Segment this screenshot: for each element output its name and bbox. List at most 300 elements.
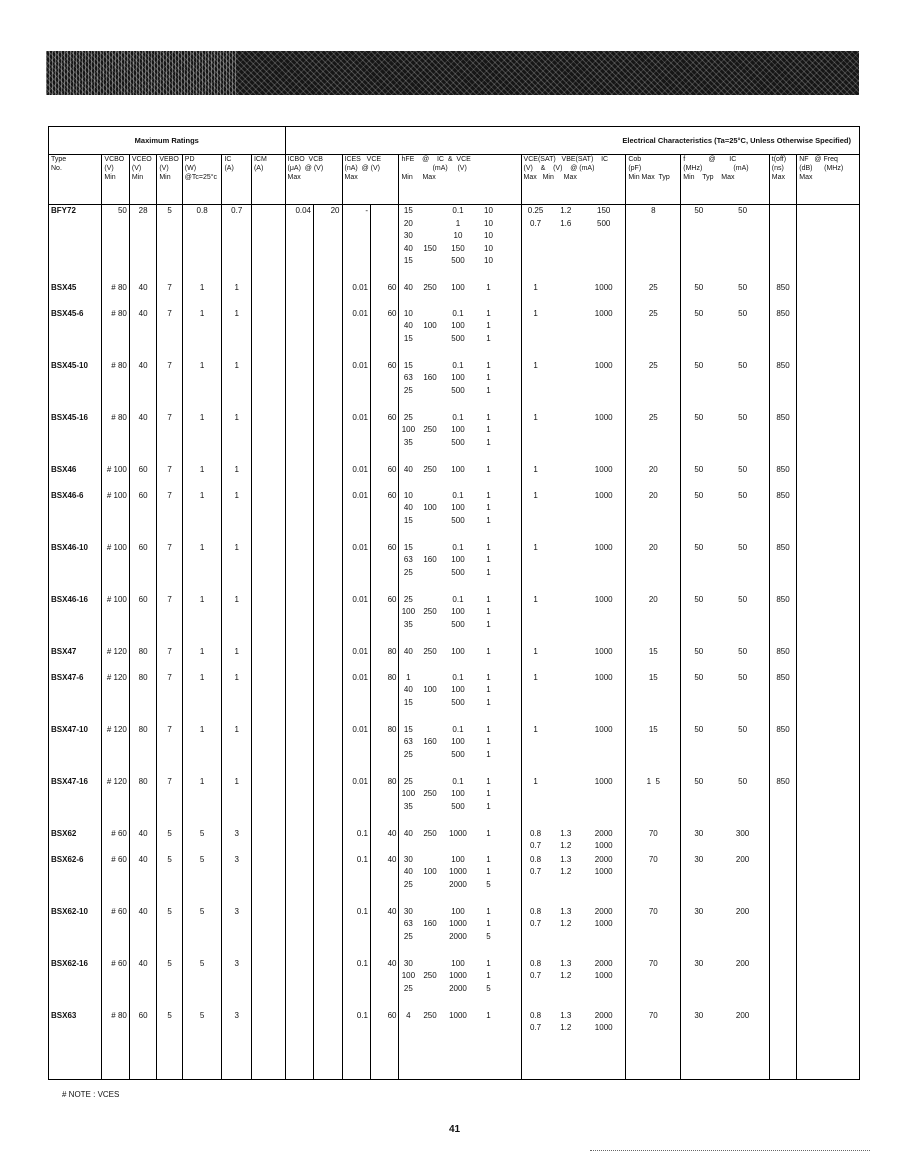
table-row — [49, 724, 859, 776]
cell-ices: 0.01 — [342, 672, 370, 724]
cell-cob: 25 — [626, 360, 681, 412]
cell-ic: 1 — [222, 672, 252, 724]
cell-toff: 850 — [769, 594, 796, 646]
cell-cob: 15 — [626, 646, 681, 672]
cell-hfe-min: 30 40 25 — [399, 854, 417, 906]
cell-hfe-max: 250 — [423, 282, 437, 292]
cell-vce: 60 — [370, 1010, 398, 1046]
cell-ft-ic: 50 — [738, 646, 748, 656]
cell-vcbo: # 80 — [102, 282, 129, 308]
cell-cob: 20 — [626, 594, 681, 646]
cell-ft-min: 50 — [681, 412, 717, 464]
cell-icbo — [285, 282, 313, 308]
cell-vce: 40 — [370, 828, 398, 854]
cell-ic: 1 — [222, 308, 252, 360]
cell-ft-min: 50 — [681, 282, 717, 308]
cell-ft-ic: 50 — [738, 360, 748, 370]
cell-vceo: 80 — [129, 672, 156, 724]
cell-hfe-min: 40 — [399, 282, 417, 308]
cell-vebo: 5 — [157, 906, 182, 958]
cell-vsat: 1 — [521, 672, 549, 724]
cell-toff: 850 — [769, 542, 796, 594]
cell-toff: 850 — [769, 282, 796, 308]
cell-vcb — [314, 542, 342, 594]
cell-hfe-vce: 10 10 10 10 10 — [484, 206, 493, 266]
filler-row — [49, 1046, 859, 1080]
page-number: 41 — [449, 1124, 461, 1135]
cell-type: BSX46 — [51, 464, 77, 474]
cell-ic: 3 — [222, 906, 252, 958]
cell-vsat: 0.8 0.7 — [521, 1010, 549, 1046]
cell-icbo — [285, 360, 313, 412]
cell-vsat: 1 — [521, 308, 549, 360]
cell-vbe: 1.2 1.6 — [560, 206, 572, 228]
cell-hfe-max: 160 — [423, 919, 437, 929]
cell-empty — [251, 958, 285, 1010]
cell-hfe-vce: 1 1 5 — [486, 958, 491, 993]
cell-vsat: 1 — [521, 542, 549, 594]
cell-vceo: 40 — [129, 360, 156, 412]
cell-ic: 1 — [222, 646, 252, 672]
cell-hfe-max: 250 — [423, 464, 437, 474]
cell-empty — [504, 360, 521, 412]
cell-icbo — [285, 672, 313, 724]
cell-hfe-vce: 1 1 1 — [486, 412, 491, 447]
cell-pd: 5 — [182, 854, 222, 906]
cell-empty — [504, 646, 521, 672]
cell-sat-ic: 1000 — [594, 542, 613, 552]
cell-ft-ic: 50 — [738, 308, 748, 318]
cell-hfe-ic: 0.1 100 500 — [451, 490, 465, 525]
cell-cob: 70 — [626, 906, 681, 958]
cell-vce: 60 — [370, 282, 398, 308]
cell-empty — [504, 776, 521, 828]
cell-vceo: 40 — [129, 958, 156, 1010]
cell-vce: 80 — [370, 776, 398, 828]
cell-sat-ic: 2000 1000 — [594, 906, 613, 929]
cell-empty — [251, 854, 285, 906]
cell-empty — [251, 646, 285, 672]
cell-ices: 0.1 — [342, 1010, 370, 1046]
cell-type: BSX62-10 — [51, 906, 88, 916]
cell-ices: 0.01 — [342, 308, 370, 360]
cell-vcb — [314, 906, 342, 958]
cell-nf — [797, 828, 859, 854]
cell-ic: 1 — [222, 360, 252, 412]
cell-empty — [504, 594, 521, 646]
col-icbo: ICBO VCB (μA) @ (V) Max — [285, 155, 342, 205]
cell-sat-ic: 1000 — [594, 724, 613, 734]
cell-hfe-ic: 0.1 1 10 150 500 — [451, 206, 465, 266]
cell-hfe-ic: 0.1 100 500 — [451, 776, 465, 811]
table-row — [49, 282, 859, 308]
cell-ices: 0.01 — [342, 360, 370, 412]
cell-hfe-min: 40 — [399, 646, 417, 672]
cell-vcbo: # 120 — [102, 672, 129, 724]
cell-vcbo: # 100 — [102, 464, 129, 490]
cell-vebo: 7 — [157, 282, 182, 308]
cell-ft-ic: 50 — [738, 206, 748, 215]
cell-type: BSX62-6 — [51, 854, 84, 864]
cell-nf — [797, 282, 859, 308]
cell-type: BSX63 — [51, 1010, 77, 1020]
cell-pd: 1 — [182, 360, 222, 412]
cell-empty — [504, 282, 521, 308]
cell-hfe-max: 160 — [423, 555, 437, 565]
cell-empty — [251, 490, 285, 542]
cell-vce: 60 — [370, 542, 398, 594]
cell-vebo: 7 — [157, 672, 182, 724]
cell-ic: 3 — [222, 828, 252, 854]
cell-ft-ic: 50 — [738, 464, 748, 474]
cell-vbe — [550, 542, 583, 594]
cell-vebo: 5 — [157, 828, 182, 854]
cell-vce: 60 — [370, 360, 398, 412]
cell-vsat: 0.8 0.7 — [521, 828, 549, 854]
cell-vceo: 40 — [129, 412, 156, 464]
cell-type: BSX45-10 — [51, 360, 88, 370]
cell-type: BSX46-16 — [51, 594, 88, 604]
cell-vce: 80 — [370, 646, 398, 672]
cell-vebo: 7 — [157, 542, 182, 594]
cell-vcbo: # 100 — [102, 542, 129, 594]
cell-vce: 60 — [370, 464, 398, 490]
cell-empty — [504, 724, 521, 776]
cell-hfe-min: 30 100 25 — [399, 958, 417, 1010]
cell-vsat: 1 — [521, 412, 549, 464]
cell-hfe-vce: 1 1 1 — [486, 542, 491, 577]
cell-ft-min: 30 — [681, 906, 717, 958]
table-row — [49, 1010, 859, 1046]
cell-ices: 0.01 — [342, 542, 370, 594]
cell-type: BSX47 — [51, 646, 77, 656]
cell-empty — [342, 1046, 370, 1080]
table-row — [49, 854, 859, 906]
cell-empty — [504, 412, 521, 464]
cell-hfe-max: 100 — [423, 867, 437, 877]
cell-vcb — [314, 672, 342, 724]
cell-icbo — [285, 958, 313, 1010]
cell-hfe-max: 250 — [423, 607, 437, 617]
cell-vbe — [550, 464, 583, 490]
cell-type: BSX62 — [51, 828, 77, 838]
cell-vcbo: # 80 — [102, 412, 129, 464]
col-ft: f @ IC (MHz) (mA) Min Typ Max — [681, 155, 770, 205]
cell-ic: 1 — [222, 464, 252, 490]
cell-type: BSX47-16 — [51, 776, 88, 786]
cell-vsat: 0.25 0.7 — [521, 205, 549, 282]
cell-nf — [797, 594, 859, 646]
cell-pd: 1 — [182, 464, 222, 490]
cell-vcb — [314, 854, 342, 906]
cell-vebo: 5 — [157, 854, 182, 906]
cell-vbe: 1.3 1.2 — [560, 1010, 572, 1033]
cell-vcb — [314, 490, 342, 542]
cell-vce: 60 — [370, 412, 398, 464]
cell-vceo: 80 — [129, 646, 156, 672]
cell-vsat: 0.8 0.7 — [521, 958, 549, 1010]
cell-hfe-vce: 1 — [486, 464, 491, 474]
footer-dotted-rule — [590, 1150, 870, 1151]
table-row — [49, 464, 859, 490]
cell-hfe-max: 160 — [423, 737, 437, 747]
cell-cob: 70 — [626, 1010, 681, 1046]
cell-vsat: 0.8 0.7 — [521, 854, 549, 906]
cell-empty — [129, 1046, 156, 1080]
cell-ft-min: 50 — [681, 490, 717, 542]
spec-table-frame — [48, 126, 860, 1080]
cell-hfe-ic: 100 1000 2000 — [449, 854, 467, 889]
cell-vceo: 80 — [129, 724, 156, 776]
cell-vebo: 7 — [157, 594, 182, 646]
cell-nf — [797, 854, 859, 906]
cell-icbo — [285, 1010, 313, 1046]
cell-vcb — [314, 1010, 342, 1046]
spec-table — [49, 127, 859, 1079]
cell-sat-ic: 1000 — [594, 672, 613, 682]
cell-vcb — [314, 828, 342, 854]
cell-vbe: 1.3 1.2 — [560, 828, 572, 851]
cell-ices: 0.01 — [342, 646, 370, 672]
cell-ft-ic: 50 — [738, 412, 748, 422]
cell-sat-ic: 1000 — [594, 490, 613, 500]
cell-hfe-ic: 0.1 100 500 — [451, 594, 465, 629]
cell-hfe-ic: 0.1 100 500 — [451, 542, 465, 577]
cell-cob: 25 — [626, 308, 681, 360]
cell-vce: 40 — [370, 854, 398, 906]
cell-icbo — [285, 490, 313, 542]
col-vcbo: VCBO (V) Min — [102, 155, 129, 205]
cell-ic: 1 — [222, 490, 252, 542]
cell-empty — [504, 958, 521, 1010]
cell-empty — [504, 854, 521, 906]
cell-ft-min: 50 — [681, 594, 717, 646]
cell-icbo — [285, 724, 313, 776]
cell-cob: 70 — [626, 854, 681, 906]
cell-empty — [251, 1010, 285, 1046]
cell-hfe-vce: 1 — [486, 828, 491, 838]
cell-vcbo: 50 — [102, 205, 129, 282]
cell-hfe-vce: 1 1 5 — [486, 854, 491, 889]
cell-ft-min: 50 — [681, 308, 717, 360]
cell-toff — [769, 1010, 796, 1046]
cell-empty — [504, 205, 521, 282]
table-row — [49, 412, 859, 464]
cell-nf — [797, 308, 859, 360]
cell-pd: 5 — [182, 1010, 222, 1046]
cell-sat-ic: 1000 — [594, 646, 613, 656]
cell-hfe-ic: 0.1 100 500 — [451, 360, 465, 395]
cell-toff — [769, 828, 796, 854]
table-row — [49, 828, 859, 854]
cell-empty — [251, 906, 285, 958]
cell-vbe — [550, 646, 583, 672]
table-row — [49, 308, 859, 360]
cell-ices: 0.01 — [342, 412, 370, 464]
cell-ft-min: 30 — [681, 1010, 717, 1046]
cell-empty — [504, 464, 521, 490]
cell-ft-ic: 50 — [738, 724, 748, 734]
cell-ft-ic: 50 — [738, 542, 748, 552]
col-toff: t(off) (ns) Max — [769, 155, 796, 205]
cell-ft-min: 50 — [681, 542, 717, 594]
cell-vbe — [550, 724, 583, 776]
cell-vce: 60 — [370, 308, 398, 360]
cell-hfe-max: 250 — [423, 971, 437, 981]
cell-vceo: 40 — [129, 906, 156, 958]
cell-type: BSX45-16 — [51, 412, 88, 422]
cell-hfe-min: 25 100 35 — [399, 776, 417, 828]
cell-empty — [251, 828, 285, 854]
cell-vcb — [314, 594, 342, 646]
cell-hfe-ic: 100 1000 2000 — [449, 906, 467, 941]
cell-empty — [521, 1046, 549, 1080]
cell-vceo: 80 — [129, 776, 156, 828]
cell-vbe — [550, 776, 583, 828]
cell-sat-ic: 1000 — [594, 282, 613, 292]
cell-vebo: 7 — [157, 776, 182, 828]
col-pd: PD (W) @Tc=25°c — [182, 155, 222, 205]
cell-vbe — [550, 360, 583, 412]
col-ices: ICES VCE (nA) @ (V) Max — [342, 155, 399, 205]
cell-vcb — [314, 776, 342, 828]
col-hfe: hFE @ IC & VCE (mA) (V) Min Max — [399, 155, 521, 205]
cell-hfe-min: 1 40 15 — [399, 672, 417, 724]
cell-hfe-max: 150 — [423, 243, 437, 253]
cell-empty — [251, 776, 285, 828]
cell-pd: 1 — [182, 412, 222, 464]
cell-vce: 40 — [370, 958, 398, 1010]
cell-vcb — [314, 646, 342, 672]
cell-ft-ic: 50 — [738, 594, 748, 604]
cell-ic: 1 — [222, 724, 252, 776]
cell-hfe-vce: 1 1 1 — [486, 672, 491, 707]
cell-type: BSX45 — [51, 282, 77, 292]
cell-empty — [251, 360, 285, 412]
cell-toff — [769, 958, 796, 1010]
col-ic: IC (A) — [222, 155, 252, 205]
cell-toff: 850 — [769, 776, 796, 828]
cell-cob: 25 — [626, 282, 681, 308]
cell-pd: 1 — [182, 308, 222, 360]
cell-toff: 850 — [769, 724, 796, 776]
cell-vcb — [314, 360, 342, 412]
col-vebo: VEBO (V) Min — [157, 155, 182, 205]
cell-toff: 850 — [769, 464, 796, 490]
header-banner — [46, 51, 859, 95]
cell-hfe-min: 4 — [399, 1010, 417, 1046]
cell-vcb — [314, 724, 342, 776]
cell-icbo — [285, 412, 313, 464]
cell-toff: 850 — [769, 308, 796, 360]
cell-ft-ic: 300 — [735, 828, 750, 838]
cell-vsat: 1 — [521, 490, 549, 542]
cell-toff: 850 — [769, 672, 796, 724]
cell-vcbo: # 120 — [102, 776, 129, 828]
cell-ft-ic: 200 — [735, 906, 750, 916]
cell-ft-min: 50 — [681, 464, 717, 490]
cell-hfe-ic: 0.1 100 500 — [451, 412, 465, 447]
table-row — [49, 776, 859, 828]
cell-empty — [102, 1046, 129, 1080]
cell-icbo — [285, 646, 313, 672]
col-cob: Cob (pF) Min Max Typ — [626, 155, 681, 205]
col-nf: NF @ Freq (dB) (MHz) Max — [797, 155, 859, 205]
cell-empty — [182, 1046, 222, 1080]
cell-cob: 20 — [626, 490, 681, 542]
cell-pd: 5 — [182, 958, 222, 1010]
cell-type: BFY72 — [51, 206, 76, 215]
cell-toff — [769, 906, 796, 958]
table-row — [49, 542, 859, 594]
table-row — [49, 490, 859, 542]
cell-icbo — [285, 464, 313, 490]
cell-cob: 15 — [626, 672, 681, 724]
cell-vcb — [314, 282, 342, 308]
cell-vceo: 40 — [129, 828, 156, 854]
cell-hfe-min: 25 100 35 — [399, 594, 417, 646]
cell-hfe-max: 250 — [423, 425, 437, 435]
cell-empty — [314, 1046, 342, 1080]
cell-icbo — [285, 308, 313, 360]
cell-hfe-min: 40 — [399, 464, 417, 490]
cell-ices: 0.01 — [342, 594, 370, 646]
col-vceo: VCEO (V) Min — [129, 155, 156, 205]
cell-vce: 60 — [370, 594, 398, 646]
cell-hfe-min: 25 100 35 — [399, 412, 417, 464]
cell-cob: 70 — [626, 958, 681, 1010]
cell-sat-ic: 1000 — [594, 594, 613, 604]
cell-ft-ic: 200 — [735, 958, 750, 968]
cell-hfe-vce: 1 1 1 — [486, 776, 491, 811]
cell-ic: 3 — [222, 958, 252, 1010]
cell-hfe-max: 100 — [423, 321, 437, 331]
cell-pd: 1 — [182, 776, 222, 828]
cell-ic: 0.7 — [222, 205, 252, 282]
cell-toff: 850 — [769, 412, 796, 464]
cell-vsat: 1 — [521, 724, 549, 776]
cell-vcbo: # 60 — [102, 828, 129, 854]
cell-ft-min: 30 — [681, 828, 717, 854]
cell-icbo: 0.04 — [285, 205, 313, 282]
cell-empty — [285, 1046, 313, 1080]
cell-pd: 1 — [182, 594, 222, 646]
cell-empty — [157, 1046, 182, 1080]
cell-empty — [504, 308, 521, 360]
cell-vsat: 1 — [521, 282, 549, 308]
cell-icbo — [285, 828, 313, 854]
cell-toff: 850 — [769, 490, 796, 542]
cell-cob: 15 — [626, 724, 681, 776]
cell-toff — [769, 854, 796, 906]
cell-ices: 0.01 — [342, 724, 370, 776]
cell-vebo: 7 — [157, 412, 182, 464]
cell-ic: 1 — [222, 594, 252, 646]
cell-ices: 0.01 — [342, 776, 370, 828]
cell-vsat: 1 — [521, 594, 549, 646]
cell-vbe — [550, 308, 583, 360]
cell-nf — [797, 360, 859, 412]
cell-hfe-vce: 1 1 5 — [486, 906, 491, 941]
cell-vcbo: # 100 — [102, 490, 129, 542]
cell-hfe-max: 250 — [423, 828, 437, 838]
cell-vbe — [550, 490, 583, 542]
cell-ft-min: 50 — [681, 360, 717, 412]
cell-ft-ic: 50 — [738, 282, 748, 292]
cell-vcbo: # 80 — [102, 1010, 129, 1046]
cell-ices: 0.01 — [342, 282, 370, 308]
cell-hfe-min: 30 63 25 — [399, 906, 417, 958]
